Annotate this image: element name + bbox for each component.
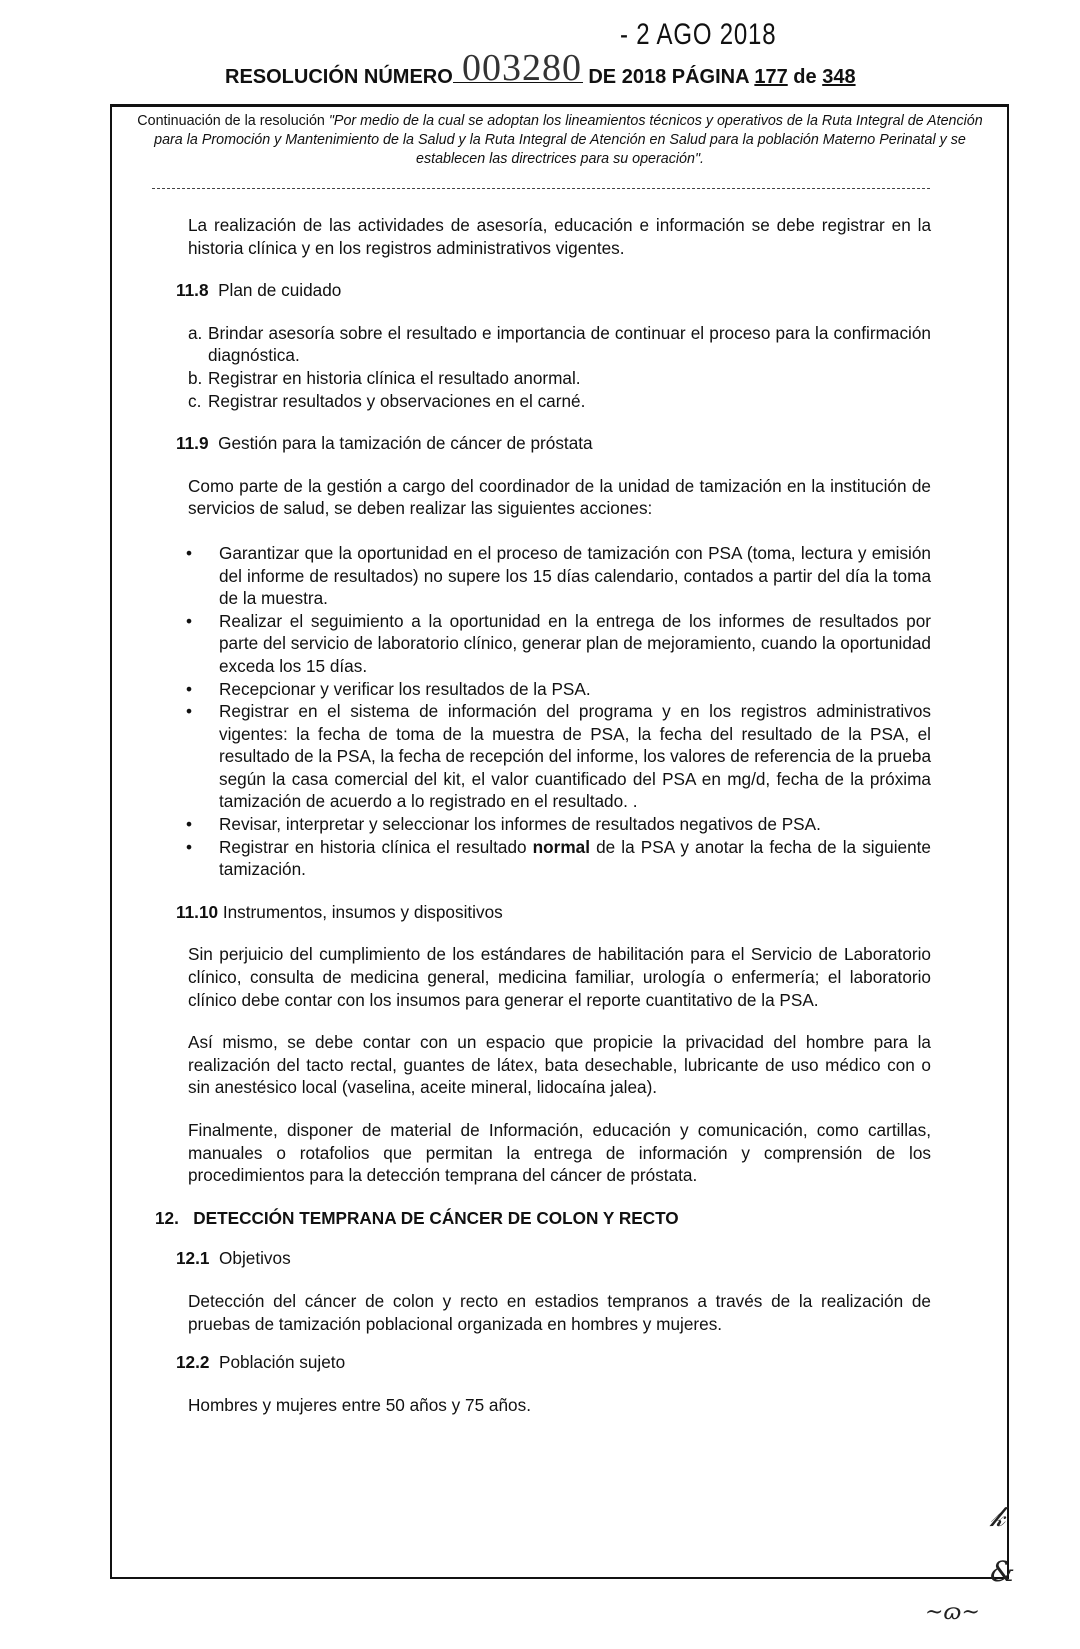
paragraph: Hombres y mujeres entre 50 años y 75 años. <box>188 1394 531 1415</box>
heading-12: 12. DETECCIÓN TEMPRANA DE CÁNCER DE COLON Y RECTO <box>155 1207 679 1228</box>
number-blank <box>453 64 583 83</box>
list-item: c. Registrar resultados y observaciones en el carné. <box>188 390 586 411</box>
page-current: 177 <box>754 66 788 88</box>
resolution-number-handwritten: 003280 <box>462 47 582 89</box>
list-item: • Recepcionar y verificar los resultados de la PSA. <box>186 678 591 699</box>
date-stamp: - 2 AGO 2018 <box>620 18 777 51</box>
initials-signature: 𝓀 <box>990 1500 1006 1533</box>
list-item: • Realizar el seguimiento a la oportunidad en la entrega de los informes de resultados por parte del servicio de laboratorio clínico, generar plan de mejoramiento, cuando la oportunidad exceda los 15 días. <box>186 610 931 676</box>
page-header <box>225 64 856 89</box>
list-item: • Registrar en el sistema de información del programa y en los registros administrativos vigentes: la fecha de toma de la muestra de PSA, la fecha del resultado de la PSA, el resultado de la PSA, la fecha de recepción del informe, los valores de referencia de la prueba según la casa comercial del kit, el valor cuantificado del PSA en mg/d, fecha de la próxima tamización de acuerdo a lo registrado en el resultado. . <box>186 701 931 812</box>
heading-11-9: 11.9 Gestión para la tamización de cáncer de próstata <box>176 433 593 454</box>
signature-scribble: ~ɷ~ <box>925 1600 980 1625</box>
paragraph: Sin perjuicio del cumplimiento de los estándares de habilitación para el Servicio de Laboratorio clínico, consulta de medicina general, medicina familiar, urología o enfermería; el laboratorio clínico debe contar con los insumos para generar el reporte cuantitativo de la PSA. <box>188 944 931 1010</box>
list-item: • Garantizar que la oportunidad en el proceso de tamización con PSA (toma, lectura y emisión del informe de resultados) no supere los 15 días calendario, contados a partir del día la toma de la muestra. <box>186 542 931 609</box>
initials-signature: & <box>990 1555 1015 1588</box>
header-label-de: DE 2018 PÁGINA <box>588 66 749 88</box>
document-body <box>155 214 931 1416</box>
continuation-prefix: Continuación de la resolución <box>137 113 329 129</box>
intro-paragraph: La realización de las actividades de asesoría, educación e información se debe registrar en la historia clínica y en los registros administrativos vigentes. <box>188 215 931 258</box>
continuation-title: "Por medio de la cual se adoptan los lineamientos técnicos y operativos de la Ruta Integral de Atención para la Promoción y Mantenimiento de la Salud y la Ruta Integral de Atención en Salud para la población Materno Perinatal y se establecen las directrices para su operación". <box>154 113 983 167</box>
heading-12-2: 12.2 Población sujeto <box>176 1352 346 1373</box>
list-item: a. Brindar asesoría sobre el resultado e importancia de continuar el proceso para la confirmación diagnóstica. <box>188 322 931 366</box>
paragraph: Detección del cáncer de colon y recto en estadios tempranos a través de la realización de pruebas de tamización poblacional organizada en hombres y mujeres. <box>188 1290 931 1334</box>
page-total: 348 <box>822 66 856 88</box>
header-label-of: de <box>793 66 817 88</box>
paragraph: Como parte de la gestión a cargo del coordinador de la unidad de tamización en la institución de servicios de salud, se deben realizar las siguientes acciones: <box>188 475 931 519</box>
heading-11-8: 11.8 Plan de cuidado <box>176 280 342 301</box>
dashed-divider <box>152 188 930 189</box>
header-label: RESOLUCIÓN NÚMERO <box>225 66 453 88</box>
paragraph: Así mismo, se debe contar con un espacio que propicie la privacidad del hombre para la realización del tacto rectal, guantes de látex, bata desechable, lubricante de uso médico con o sin anestésico local (vaselina, aceite mineral, lidocaína jalea). <box>188 1032 931 1098</box>
care-plan-list <box>188 322 931 412</box>
psa-actions-list <box>188 542 931 881</box>
heading-12-1: 12.1 Objetivos <box>176 1248 291 1269</box>
continuation-note <box>130 112 990 169</box>
list-item: b. Registrar en historia clínica el resultado anormal. <box>188 367 581 388</box>
list-item: • Registrar en historia clínica el resultado normal de la PSA y anotar la fecha de la siguiente tamización. <box>186 836 931 880</box>
heading-11-10: 11.10 Instrumentos, insumos y dispositivos <box>176 901 503 922</box>
paragraph: Finalmente, disponer de material de Información, educación y comunicación, como cartillas, manuales o rotafolios que permitan la entrega de información y comprensión de los procedimientos para la detección temprana del cáncer de próstata. <box>188 1120 931 1186</box>
list-item: • Revisar, interpretar y seleccionar los informes de resultados negativos de PSA. <box>186 814 821 835</box>
